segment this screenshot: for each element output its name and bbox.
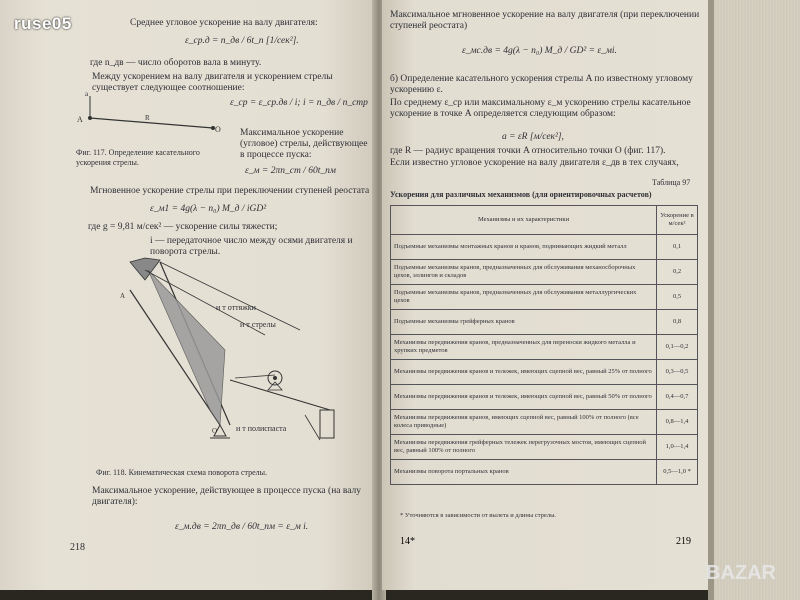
svg-text:O: O <box>212 427 218 435</box>
text-line: Между ускорением на валу двигателя и ускорением стрелы существует следующее соотношение: <box>92 72 333 93</box>
table-row <box>391 285 698 310</box>
fig118-label: и т стрелы <box>240 320 276 329</box>
svg-text:A: A <box>77 115 83 124</box>
formula: ε_ср.д = n_дв / 6t_п [1/сек²]. <box>185 36 299 46</box>
mechanism-cell: Механизмы передвижения кранов, имеющих сцепной вес, равный 100% от полного (все колеса приводные) <box>391 410 657 435</box>
table-header-row <box>391 206 698 235</box>
watermark-bottom: BAZAR <box>706 562 776 584</box>
mechanism-cell: Подъемные механизмы кранов, предназначенных для обслуживания металлургических цехов <box>391 285 657 310</box>
table-label: Таблица 97 <box>652 178 691 187</box>
acceleration-cell: 0,8—1,4 <box>657 410 698 435</box>
figure-117 <box>75 88 225 143</box>
mechanism-cell: Подъемные механизмы грейферных кранов <box>391 310 657 335</box>
left-page <box>0 0 378 590</box>
text-line: Среднее угловое ускорение на валу двигателя: <box>130 18 318 28</box>
fig118-label: и т оттяжки <box>216 303 256 312</box>
text-line: где g = 9,81 м/сек² — ускорение силы тяжести; <box>88 222 278 232</box>
acceleration-cell: 0,3—0,5 <box>657 360 698 385</box>
section-heading: б) Определение касательного ускорения стрелы A по известному угловому ускорению ε. <box>390 74 693 95</box>
signature-mark: 14* <box>400 536 415 547</box>
acceleration-cell: 0,1 <box>657 235 698 260</box>
mechanism-cell: Механизмы передвижения грейферных тележек перегрузочных мостов, имеющих сцепной вес, равный 100% от полного <box>391 435 657 460</box>
text-line: Если известно угловое ускорение на валу двигателя ε_дв в тех случаях, <box>390 158 679 168</box>
formula: a = εR [м/сек²], <box>502 132 564 142</box>
acceleration-cell: 0,8 <box>657 310 698 335</box>
page-number-right: 219 <box>676 536 691 547</box>
table-row <box>391 435 698 460</box>
page-stack <box>708 0 800 600</box>
text-line: По среднему ε_ср или максимальному ε_м ускорению стрелы касательное ускорение в точке A определяется следующим образом: <box>390 98 691 119</box>
text-line: i — передаточное число между осями двигателя и поворота стрелы. <box>150 236 353 257</box>
formula: ε_м.дв = 2πn_дв / 60t_пм = ε_м i. <box>175 522 309 532</box>
fig118-caption: Фиг. 118. Кинематическая схема поворота стрелы. <box>96 468 268 477</box>
fig117-caption: Фиг. 117. Определение касательного ускорения стрелы. <box>76 148 200 167</box>
acceleration-cell: 0,5 <box>657 285 698 310</box>
watermark-top: ruse05 <box>14 14 72 33</box>
table-header: Ускорение в м/сек² <box>657 206 698 235</box>
table-footnote: * Уточняются в зависимости от вылета и длины стрелы. <box>400 512 557 519</box>
page-number-left: 218 <box>70 542 85 553</box>
table-row <box>391 235 698 260</box>
table-row <box>391 410 698 435</box>
svg-text:R: R <box>145 114 150 122</box>
svg-text:O: O <box>215 125 221 134</box>
acceleration-cell: 0,2 <box>657 260 698 285</box>
table-row <box>391 360 698 385</box>
formula: ε_мс.дв = 4g(λ − n₀) M_д / GD² = ε_мi. <box>462 46 617 56</box>
table-header: Механизмы и их характеристики <box>391 206 657 235</box>
fig118-label: и т полиспаста <box>236 424 287 433</box>
acceleration-cell: 0,1—0,2 <box>657 335 698 360</box>
mechanism-cell: Механизмы передвижения кранов и тележек, имеющих сцепной вес, равный 25% от полного <box>391 360 657 385</box>
mechanism-cell: Подъемные механизмы кранов, предназначенных для обслуживания механосборочных цехов, эллингов и складов <box>391 260 657 285</box>
table-row <box>391 260 698 285</box>
acceleration-cell: 1,0—1,4 <box>657 435 698 460</box>
mechanism-cell: Механизмы передвижения кранов и тележек, имеющих сцепной вес, равный 50% от полного <box>391 385 657 410</box>
page-stack-shadow <box>708 0 714 600</box>
fig118-label-a: A <box>120 292 126 300</box>
acceleration-cell: 0,4—0,7 <box>657 385 698 410</box>
table-row <box>391 335 698 360</box>
table-title: Ускорения для различных механизмов (для ориентировочных расчетов) <box>390 190 652 199</box>
figure-118 <box>100 250 360 450</box>
acceleration-cell: 0,5—1,0 * <box>657 460 698 485</box>
formula: ε_м = 2πn_ст / 60t_пм <box>245 166 336 176</box>
mechanism-cell: Механизмы поворота портальных кранов <box>391 460 657 485</box>
text-line: Максимальное ускорение (угловое) стрелы, действующее в процессе пуска: <box>240 128 368 160</box>
mechanism-cell: Подъемные механизмы монтажных кранов и кранов, поднимающих жидкий металл <box>391 235 657 260</box>
formula: ε_м1 = 4g(λ − n₀) M_д / iGD² <box>150 204 267 214</box>
text-line: Мгновенное ускорение стрелы при переключении ступеней реостата <box>90 186 370 196</box>
mechanism-cell: Механизмы передвижения кранов, предназначенных для переноски жидкого металла и хрупких предметов <box>391 335 657 360</box>
text-line: Максимальное ускорение, действующее в процессе пуска (на валу двигателя): <box>92 486 362 507</box>
text-line: где R — радиус вращения точки A относительно точки O (фиг. 117). <box>390 146 666 156</box>
acceleration-table <box>390 205 698 485</box>
svg-text:a: a <box>85 90 89 98</box>
formula: ε_ср = ε_ср.дв / i; i = n_дв / n_стр <box>230 98 368 108</box>
table-row <box>391 385 698 410</box>
table-row <box>391 460 698 485</box>
table-row <box>391 310 698 335</box>
text-line: где n_дв — число оборотов вала в минуту. <box>90 58 262 68</box>
text-line: Максимальное мгновенное ускорение на валу двигателя (при переключении ступеней реостата) <box>390 10 700 31</box>
